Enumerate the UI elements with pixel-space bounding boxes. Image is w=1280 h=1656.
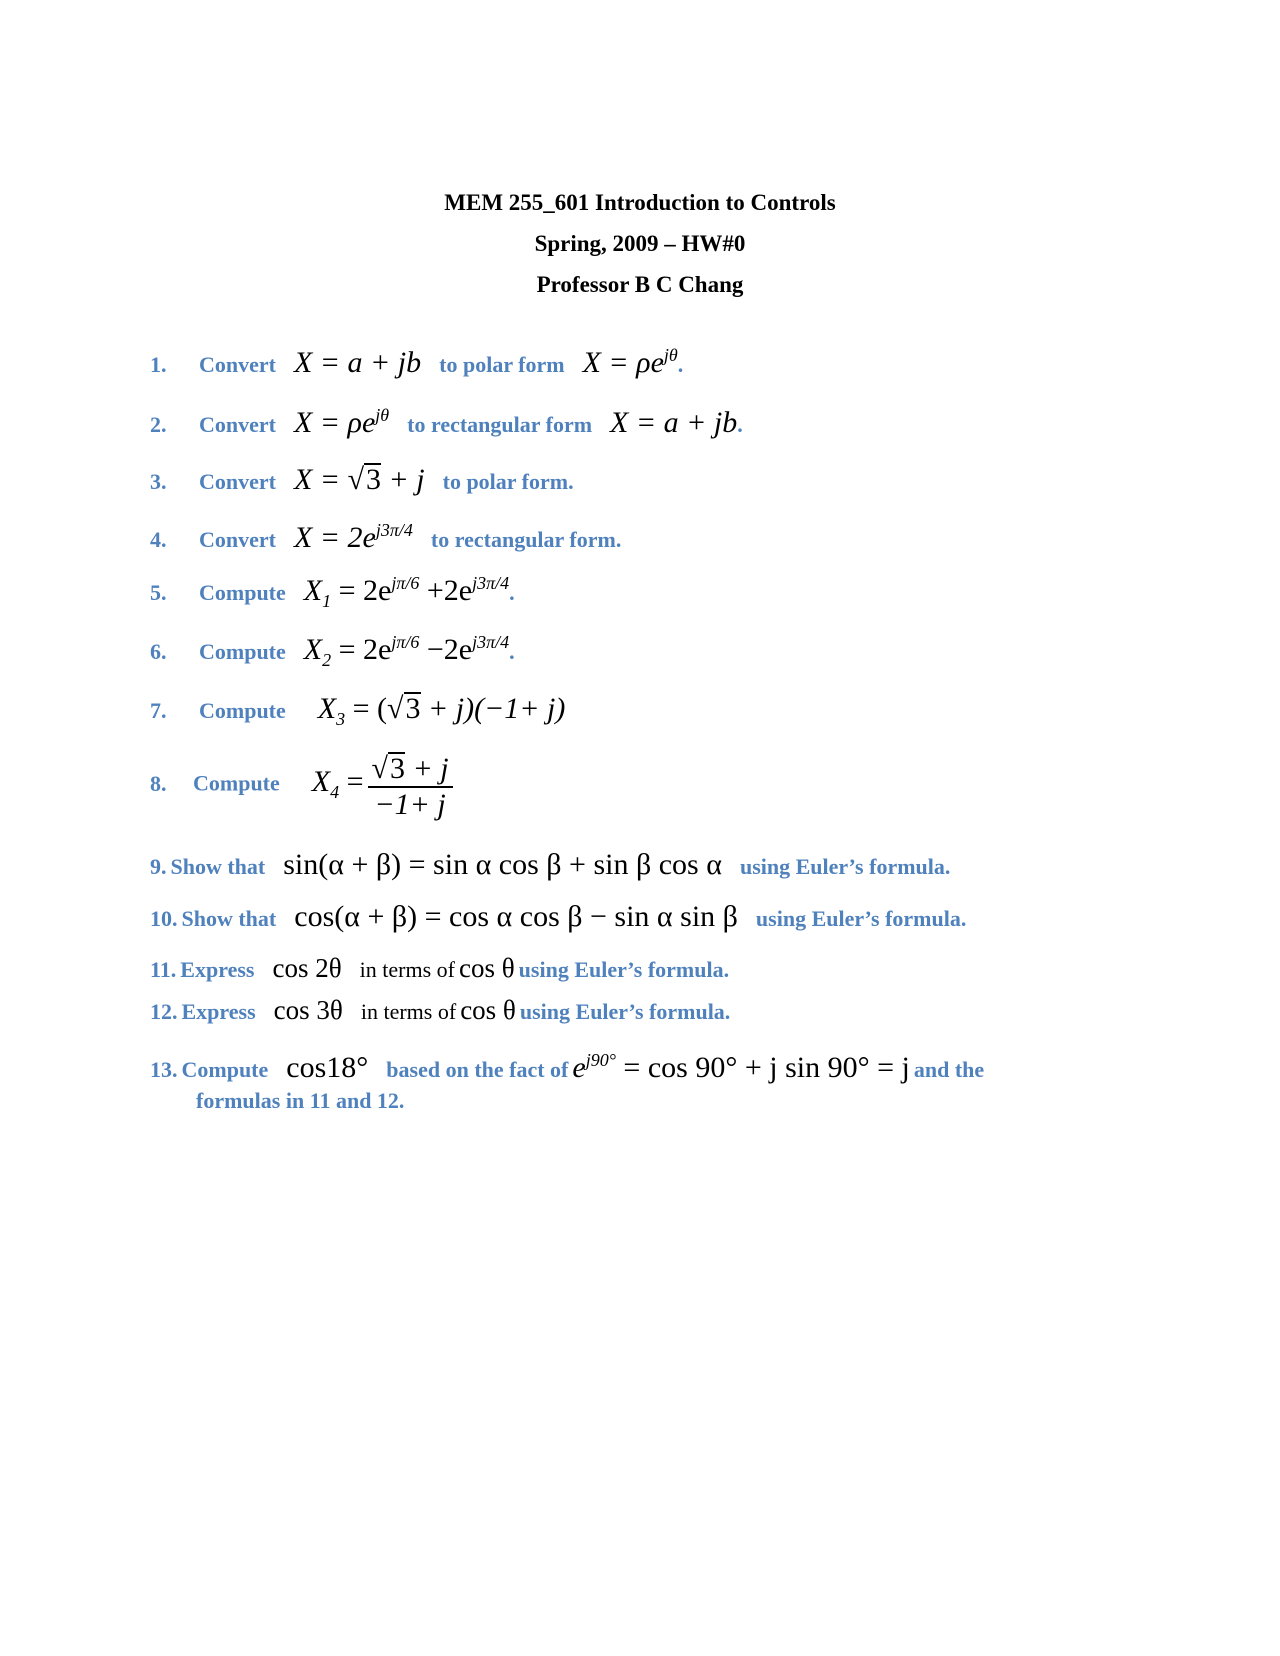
problem-text: using Euler’s formula.	[739, 854, 951, 879]
problem-number: 1.	[150, 352, 167, 377]
problem-13-continuation	[196, 1088, 1196, 1114]
title-professor: Professor B C Chang	[536, 272, 744, 297]
problem-text: formulas in 11 and 12.	[196, 1088, 405, 1113]
math-expression: $X_4$ =	[311, 764, 364, 802]
problem-text: using Euler’s formula.	[519, 999, 731, 1024]
problem-number: 13.	[150, 1057, 178, 1082]
math-expression: cos θ	[458, 953, 515, 983]
math-expression: $X_3 = (√3 + j)(-1+ j)$	[317, 692, 566, 729]
math-expression: $X = \rho e^{j\theta}$	[293, 405, 390, 439]
problem-number: 12.	[150, 999, 178, 1024]
problem-verb: Convert	[199, 469, 276, 494]
problem-verb: Convert	[199, 352, 276, 377]
problem-number: 9.	[150, 854, 167, 879]
math-expression: $X = \rho e^{j\theta}$	[582, 345, 678, 379]
problem-number: 4.	[150, 527, 167, 552]
problem-3	[150, 463, 1150, 497]
problem-number: 5.	[150, 580, 167, 605]
math-expression: cos(α + β) = cos α cos β − sin α sin β	[294, 900, 738, 933]
problem-verb: Convert	[199, 527, 276, 552]
problem-11	[150, 953, 1150, 984]
problem-6: 6. Compute $X_2 = 2e^{j\pi/6} -2e^{j3\pi/4}$.	[150, 632, 515, 670]
problem-text: to polar form.	[442, 469, 574, 494]
problem-4	[150, 520, 1150, 555]
problem-text-tail: and the	[913, 1057, 985, 1082]
problem-12	[150, 995, 1150, 1026]
problem-number: 8.	[150, 770, 167, 796]
problem-9	[150, 848, 1150, 882]
fraction: $\frac{√3 + j}{-1+ j}$	[368, 752, 453, 822]
title-term: Spring, 2009 – HW#0	[534, 231, 746, 256]
problem-13	[150, 1050, 1150, 1085]
math-expression: $X = 2e^{j3\pi/4}$	[293, 520, 413, 554]
title-course: MEM 255_601 Introduction to Controls	[444, 190, 836, 215]
math-expression: $X_1 = 2e^{j\pi/6} +2e^{j3\pi/4}$	[303, 573, 510, 611]
math-expression: X = a + jb	[293, 346, 422, 379]
math-expression: X = √3 + j	[293, 463, 425, 496]
problem-verb: Compute	[181, 1057, 269, 1082]
problem-verb: Show that	[170, 854, 266, 879]
problem-10	[150, 900, 1150, 934]
problem-7	[150, 692, 1150, 730]
math-expression: cos 2θ	[272, 953, 342, 983]
problem-number: 6.	[150, 639, 167, 664]
problem-verb: Express	[180, 957, 255, 982]
problem-text: using Euler’s formula.	[518, 957, 730, 982]
problem-verb: Show that	[181, 906, 277, 931]
problem-number: 10.	[150, 906, 178, 931]
problem-verb: Compute	[193, 770, 280, 796]
math-expression: sin(α + β) = sin α cos β + sin β cos α	[283, 848, 722, 881]
problem-8	[150, 752, 1150, 822]
problem-verb: Compute	[199, 698, 286, 723]
problem-number: 11.	[150, 957, 177, 982]
math-expression: X = a + jb	[610, 406, 738, 439]
problem-number: 2.	[150, 412, 167, 437]
math-expression: $X_2 = 2e^{j\pi/6} -2e^{j3\pi/4}$	[303, 632, 510, 670]
problem-text: to polar form	[439, 352, 565, 377]
problem-1: 1. Convert X = a + jb to polar form $X = \rho e^{j\theta}$.	[150, 345, 684, 379]
problem-verb: Compute	[199, 580, 286, 605]
problem-text: using Euler’s formula.	[755, 906, 967, 931]
math-expression: cos 3θ	[273, 995, 343, 1025]
plain-text: in terms of	[359, 957, 455, 982]
problem-number: 7.	[150, 698, 167, 723]
problem-number: 3.	[150, 469, 167, 494]
math-expression: $e^{j90^\circ} = \cos 90^\circ + j$ sin 90° = j	[572, 1050, 910, 1084]
math-expression: cos18°	[286, 1051, 369, 1084]
problem-text: to rectangular form.	[430, 527, 622, 552]
problem-text: based on the fact of	[386, 1057, 569, 1082]
math-expression: cos θ	[460, 995, 516, 1025]
problem-verb: Convert	[199, 412, 276, 437]
problem-verb: Express	[181, 999, 256, 1024]
problem-2: 2. Convert $X = \rho e^{j\theta}$ to rectangular form X = a + jb.	[150, 405, 743, 439]
problem-verb: Compute	[199, 639, 286, 664]
problem-5: 5. Compute $X_1 = 2e^{j\pi/6} +2e^{j3\pi/4}$.	[150, 573, 515, 611]
plain-text: in terms of	[360, 999, 457, 1024]
problem-text: to rectangular form	[407, 412, 593, 437]
